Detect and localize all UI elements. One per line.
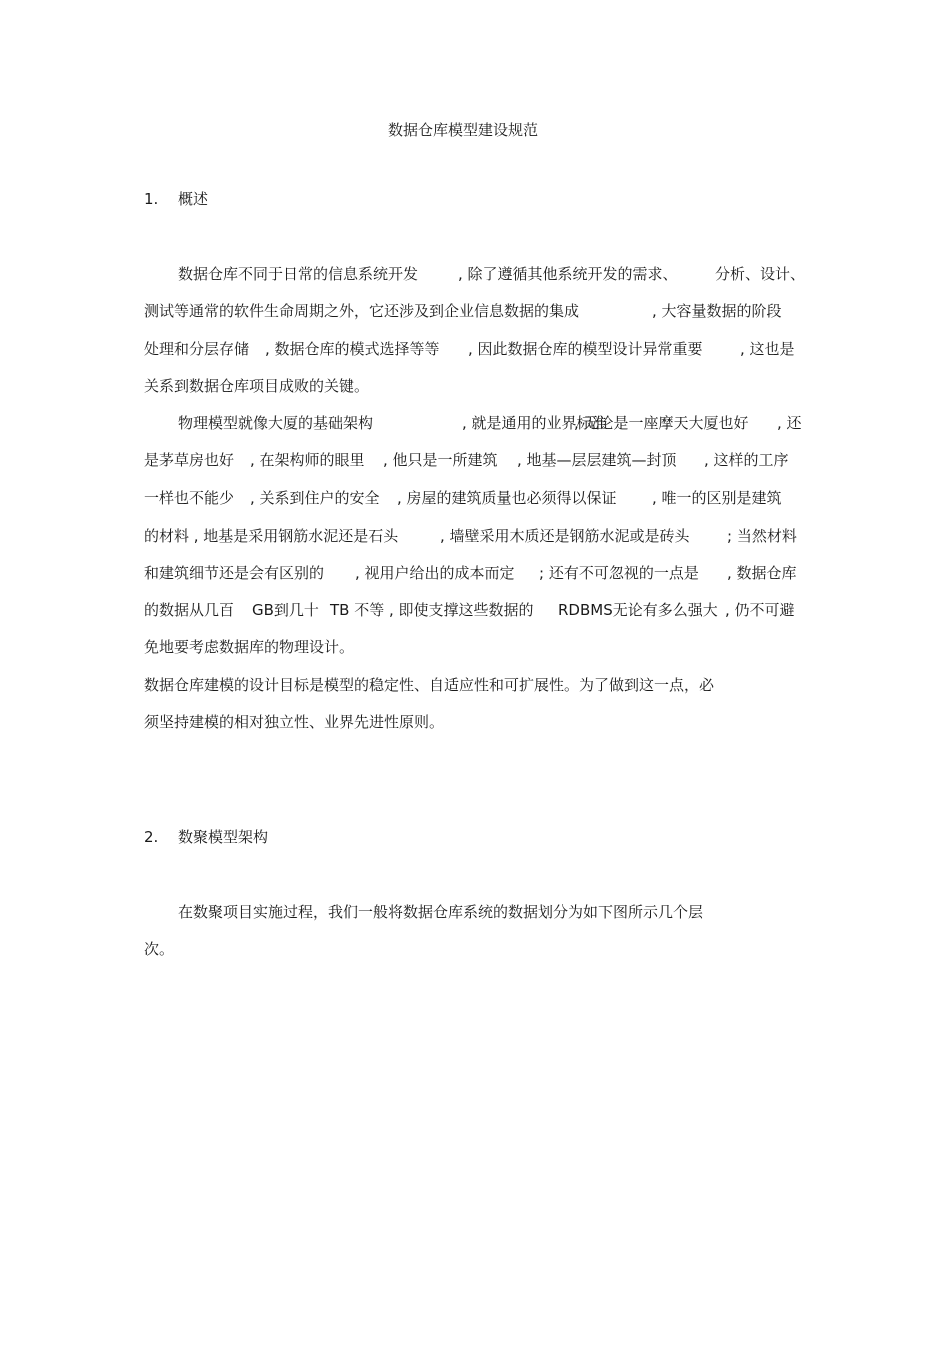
text-fragment: GB到几十 [252, 601, 319, 619]
text-fragment: 数据仓库建模的设计目标是模型的稳定性、自适应性和可扩展性。为了做到这一点，必 [144, 676, 715, 694]
text-fragment: , 房屋的建筑质量也必须得以保证 [397, 489, 617, 507]
text-fragment: , 地基—层层建筑—封顶 [517, 451, 677, 469]
text-fragment: , 无论是一座摩天大厦也好 [574, 414, 749, 432]
text-fragment: 分析、设计、 [715, 265, 806, 283]
text-fragment: 数据仓库不同于日常的信息系统开发 [178, 265, 419, 283]
section-2-heading: 数聚模型架构 [178, 828, 269, 846]
text-fragment: , 视用户给出的成本而定 [355, 564, 515, 582]
text-fragment: , 在架构师的眼里 [250, 451, 365, 469]
text-fragment: , 墙壁采用木质还是钢筋水泥或是砖头 [440, 527, 690, 545]
text-fragment: 处理和分层存储 [144, 340, 250, 358]
text-fragment: , 数据仓库 [727, 564, 797, 582]
text-fragment: , 数据仓库的模式选择等等 [265, 340, 440, 358]
text-fragment: TB 不等 , 即使支撑这些数据的 [330, 601, 534, 619]
text-fragment: , 唯一的区别是建筑 [652, 489, 782, 507]
text-fragment: 一样也不能少 [144, 489, 235, 507]
text-fragment: 关系到数据仓库项目成败的关键。 [144, 377, 370, 395]
section-2-number: 2. [144, 828, 159, 846]
text-fragment: , 除了遵循其他系统开发的需求、 [458, 265, 678, 283]
text-fragment: 在数聚项目实施过程，我们一般将数据仓库系统的数据划分为如下图所示几个层 [178, 903, 704, 921]
text-fragment: , 还 [777, 414, 802, 432]
document-title: 数据仓库模型建设规范 [388, 121, 539, 139]
text-fragment: , 因此数据仓库的模型设计异常重要 [468, 340, 703, 358]
text-fragment: , 仍不可避 [725, 601, 795, 619]
text-fragment: RDBMS无论有多么强大 [558, 601, 718, 619]
text-fragment: , 关系到住户的安全 [250, 489, 380, 507]
text-fragment: , 就是通用的业界标准 [462, 414, 607, 432]
text-fragment: , 他只是一所建筑 [383, 451, 498, 469]
text-fragment: 物理模型就像大厦的基础架构 [178, 414, 374, 432]
text-fragment: 免地要考虑数据库的物理设计。 [144, 638, 355, 656]
section-1-heading: 概述 [178, 190, 209, 208]
text-fragment: 次。 [144, 940, 175, 958]
text-fragment: 和建筑细节还是会有区别的 [144, 564, 325, 582]
text-fragment: , 这也是 [740, 340, 795, 358]
text-fragment: ; 当然材料 [727, 527, 797, 545]
text-fragment: , 这样的工序 [704, 451, 789, 469]
text-fragment: 是茅草房也好 [144, 451, 235, 469]
section-1-number: 1. [144, 190, 159, 208]
text-fragment: , 大容量数据的阶段 [652, 302, 782, 320]
text-fragment: 的材料 , 地基是采用钢筋水泥还是石头 [144, 527, 399, 545]
text-fragment: 的数据从几百 [144, 601, 235, 619]
text-fragment: ; 还有不可忽视的一点是 [539, 564, 699, 582]
text-fragment: 须坚持建模的相对独立性、业界先进性原则。 [144, 713, 445, 731]
text-fragment: 测试等通常的软件生命周期之外，它还涉及到企业信息数据的集成 [144, 302, 580, 320]
